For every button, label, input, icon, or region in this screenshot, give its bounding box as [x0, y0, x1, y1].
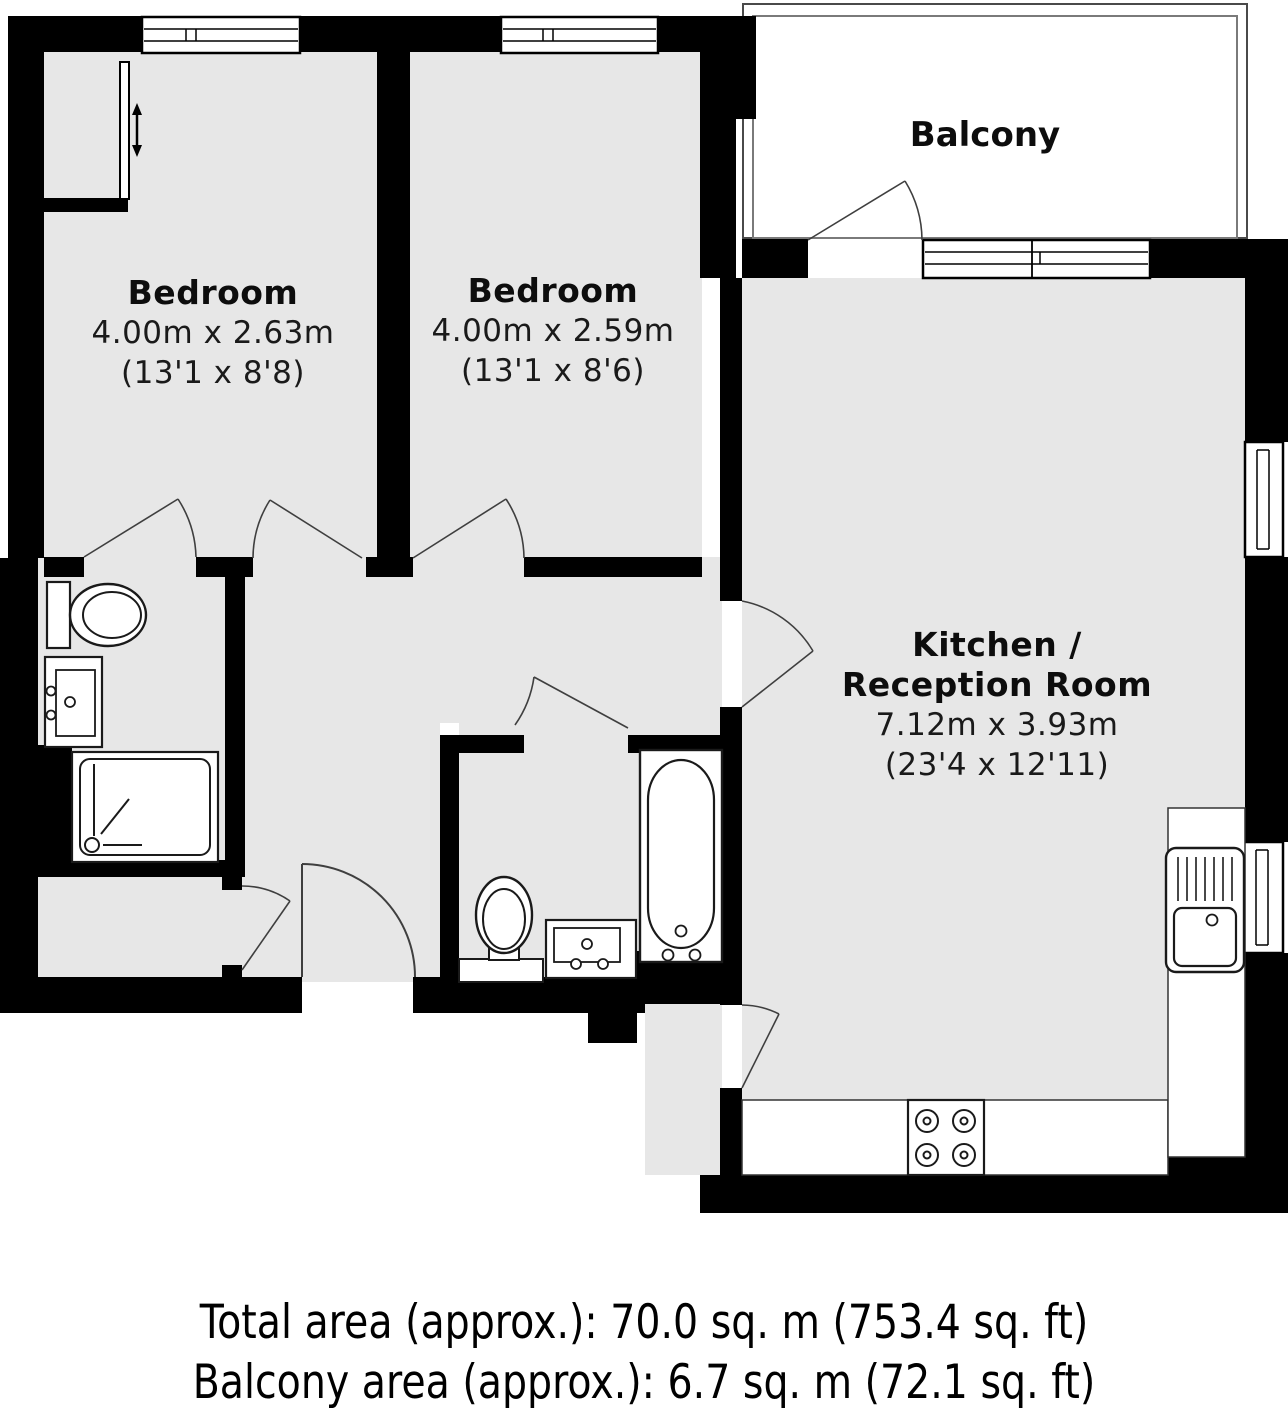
bathtub: [640, 750, 722, 962]
window: [1245, 442, 1283, 557]
window: [501, 17, 658, 53]
kitchen-label: [842, 625, 1152, 785]
window: [923, 240, 1150, 278]
door-swing-kitchen-upper: [742, 601, 813, 707]
kitchen-sink: [1166, 848, 1244, 972]
window: [142, 17, 300, 53]
bedroom1-size-imperial: (13'1 x 8'8): [121, 355, 305, 391]
toilet: [459, 877, 543, 982]
bedroom2-label: [432, 271, 675, 391]
balcony-label: [910, 115, 1060, 155]
bedroom2-size-metric: 4.00m x 2.59m: [431, 313, 675, 349]
bedroom1-size-metric: 4.00m x 2.63m: [91, 315, 335, 351]
door-swing-ensuite: [84, 499, 196, 557]
door-swing-bathroom: [515, 677, 628, 728]
door-swing-balcony: [808, 181, 922, 240]
door-swing-cupboard: [242, 886, 290, 970]
window: [1243, 842, 1283, 953]
kitchen-size-metric: 7.12m x 3.93m: [875, 707, 1119, 743]
door-swing-bedroom2: [413, 499, 524, 558]
kitchen-size-imperial: (23'4 x 12'11): [884, 747, 1110, 783]
bedroom2-size-imperial: (13'1 x 8'6): [461, 353, 645, 389]
door-swing-bedroom1: [253, 500, 362, 558]
basin: [45, 657, 102, 747]
bedroom1-name: Bedroom: [127, 273, 299, 312]
slide-direction-arrow-icon: [132, 103, 142, 157]
hob: [908, 1100, 984, 1175]
kitchen-name-line2: Reception Room: [841, 665, 1153, 704]
total-area-text: Total area (approx.): 70.0 sq. m (753.4 sq. ft): [199, 1295, 1089, 1350]
shower-tray: [72, 752, 218, 862]
door-swing-entrance: [302, 864, 415, 977]
sliding-wardrobe-door: [120, 62, 129, 199]
bedroom1-label: [92, 273, 335, 393]
kitchen-name-line1: Kitchen /: [912, 625, 1082, 664]
bedroom2-name: Bedroom: [467, 271, 639, 310]
basin: [546, 920, 636, 978]
balcony-name: Balcony: [909, 115, 1061, 155]
toilet: [47, 582, 146, 648]
balcony-area-text: Balcony area (approx.): 6.7 sq. m (72.1 sq. ft): [192, 1355, 1096, 1410]
door-swing-kitchen-lower: [742, 1005, 779, 1088]
